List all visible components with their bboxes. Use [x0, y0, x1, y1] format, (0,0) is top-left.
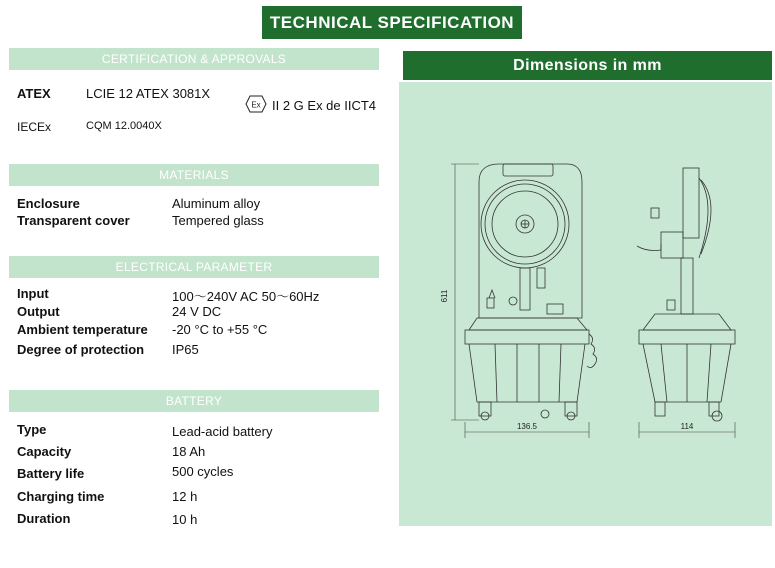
battery-type-label: Type — [17, 422, 47, 437]
atex-value: LCIE 12 ATEX 3081X — [86, 86, 211, 101]
degree-of-protection-label: Degree of protection — [17, 342, 145, 357]
capacity-label: Capacity — [17, 444, 72, 459]
page-title: TECHNICAL SPECIFICATION — [262, 6, 522, 39]
output-label: Output — [17, 304, 60, 319]
front-view-drawing — [465, 164, 597, 420]
capacity-value: 18 Ah — [172, 444, 206, 459]
charging-time-label: Charging time — [17, 489, 105, 504]
ambient-temperature-value: -20 °C to +55 °C — [172, 322, 268, 337]
transparent-cover-value: Tempered glass — [172, 213, 264, 228]
charging-time-value: 12 h — [172, 489, 198, 504]
enclosure-label: Enclosure — [17, 196, 80, 211]
section-header-electrical: ELECTRICAL PARAMETER — [9, 256, 379, 278]
duration-value: 10 h — [172, 512, 198, 527]
side-width-dimension-label: 114 — [680, 422, 694, 431]
input-label: Input — [17, 286, 49, 301]
ex-hexagon-icon — [245, 95, 267, 113]
section-header-certification: CERTIFICATION & APPROVALS — [9, 48, 379, 70]
battery-life-label: Battery life — [17, 466, 85, 481]
dimension-drawing — [399, 82, 772, 526]
atex-label: ATEX — [17, 86, 51, 101]
output-value: 24 V DC — [172, 304, 222, 319]
battery-life-value: 500 cycles — [172, 464, 234, 479]
iecex-value: CQM 12.0040X — [86, 120, 162, 132]
duration-label: Duration — [17, 511, 71, 526]
side-view-drawing — [637, 168, 735, 421]
degree-of-protection-value: IP65 — [172, 342, 199, 357]
svg-text:Ex: Ex — [251, 100, 261, 110]
dimensions-heading: Dimensions in mm — [403, 51, 772, 80]
height-dimension-label: 611 — [440, 289, 449, 303]
enclosure-value: Aluminum alloy — [172, 196, 261, 211]
front-width-dimension-label: 136.5 — [516, 422, 538, 431]
ambient-temperature-label: Ambient temperature — [17, 322, 148, 337]
section-header-materials: MATERIALS — [9, 164, 379, 186]
battery-type-value: Lead-acid battery — [172, 424, 273, 439]
iecex-label: IECEx — [17, 120, 52, 134]
ex-marking: II 2 G Ex de IICT4 — [272, 98, 377, 113]
input-value: 100～240V AC 50～60Hz — [172, 289, 320, 304]
section-header-battery: BATTERY — [9, 390, 379, 412]
transparent-cover-label: Transparent cover — [17, 213, 130, 228]
